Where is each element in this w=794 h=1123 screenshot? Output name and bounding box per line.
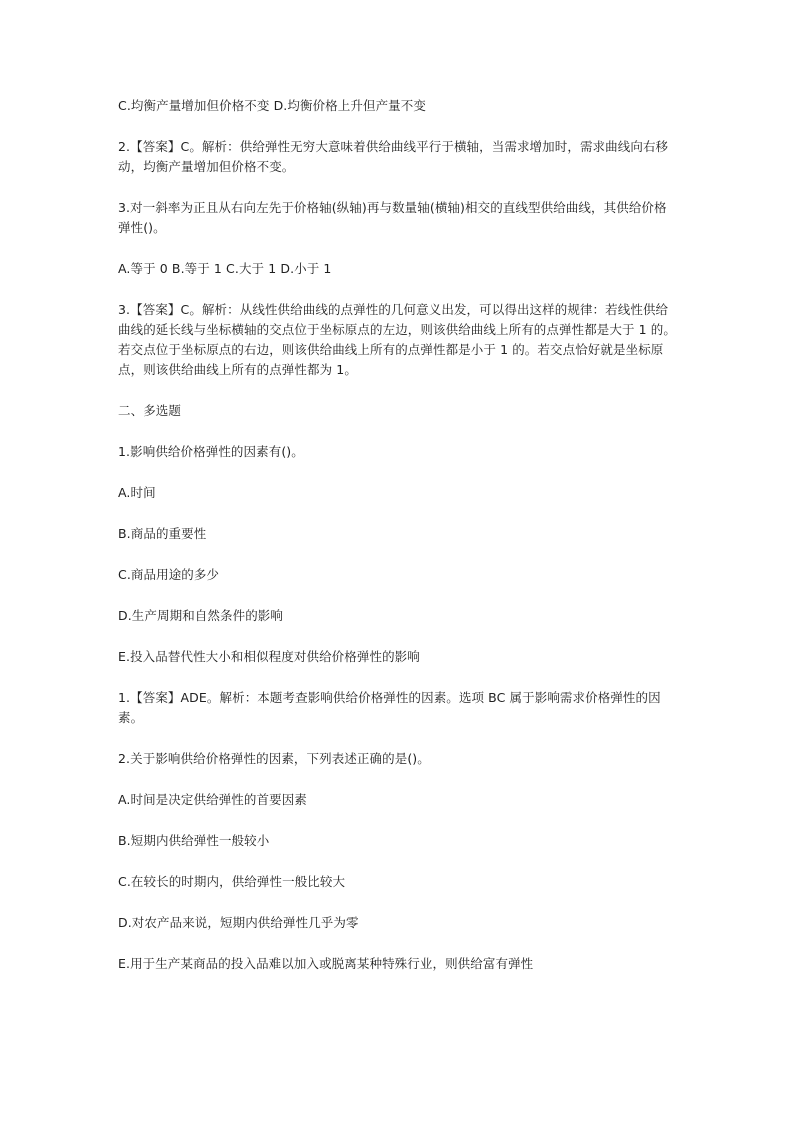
multi-question-2-option-d: D.对农产品来说，短期内供给弹性几乎为零 [118, 915, 359, 930]
document-page [118, 96, 678, 995]
question-3-options: A.等于 0 B.等于 1 C.大于 1 D.小于 1 [118, 261, 332, 276]
multi-question-2-option-c: C.在较长的时期内，供给弹性一般比较大 [118, 874, 346, 889]
multi-question-1-option-e: E.投入品替代性大小和相似程度对供给价格弹性的影响 [118, 649, 420, 664]
multi-question-1-option-a: A.时间 [118, 485, 156, 500]
multi-question-2-option-e: E.用于生产某商品的投入品难以加入或脱离某种特殊行业，则供给富有弹性 [118, 956, 534, 971]
multi-question-1-option-b: B.商品的重要性 [118, 526, 207, 541]
options-c-d-line: C.均衡产量增加但价格不变 D.均衡价格上升但产量不变 [118, 98, 426, 113]
answer-3: 3.【答案】C。解析：从线性供给曲线的点弹性的几何意义出发，可以得出这样的规律：若线性供给曲线的延长线与坐标横轴的交点位于坐标原点的左边，则该供给曲线上所有的点弹性都是大于 1 的。若交点位于坐标原点的右边，则该供给曲线上所有的点弹性都是小于 1 的。若交点恰好就是坐标原点，则该供给曲线上所有的点弹性都为 1。 [118, 302, 677, 377]
multi-question-2-option-b: B.短期内供给弹性一般较小 [118, 833, 270, 848]
section-heading-multiple-choice: 二、多选题 [118, 403, 182, 418]
multi-question-2-option-a: A.时间是决定供给弹性的首要因素 [118, 792, 307, 807]
multi-question-2: 2.关于影响供给价格弹性的因素，下列表述正确的是()。 [118, 751, 430, 766]
multi-question-1-option-c: C.商品用途的多少 [118, 567, 220, 582]
multi-answer-1: 1.【答案】ADE。解析：本题考查影响供给价格弹性的因素。选项 BC 属于影响需求价格弹性的因素。 [118, 690, 661, 725]
question-3: 3.对一斜率为正且从右向左先于价格轴(纵轴)再与数量轴(横轴)相交的直线型供给曲线，其供给价格弹性()。 [118, 200, 667, 235]
multi-question-1: 1.影响供给价格弹性的因素有()。 [118, 444, 304, 459]
answer-2: 2.【答案】C。解析：供给弹性无穷大意味着供给曲线平行于横轴，当需求增加时，需求曲线向右移动，均衡产量增加但价格不变。 [118, 139, 669, 174]
multi-question-1-option-d: D.生产周期和自然条件的影响 [118, 608, 283, 623]
